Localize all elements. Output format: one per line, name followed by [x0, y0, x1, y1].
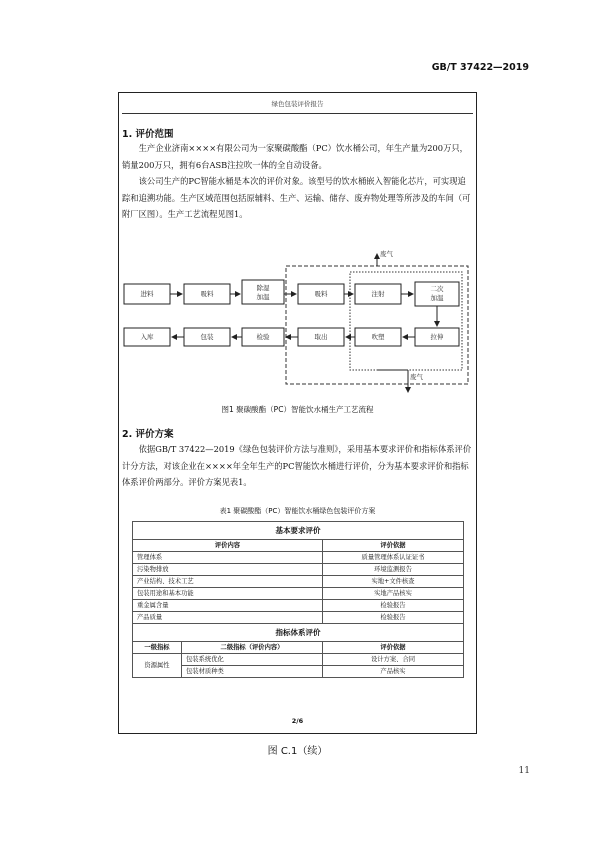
figure-1-caption: 图1 聚碳酸酯（PC）智能饮水桶生产工艺流程 [221, 405, 374, 414]
flow-label-blow: 吹塑 [371, 333, 385, 341]
table-cell: 包装材质种类 [182, 666, 323, 678]
table-cell: 包装系统优化 [182, 654, 323, 666]
report-title: 绿色包装评价报告 [271, 100, 324, 108]
section2-paragraph-1: 依据GB/T 37422—2019《绿色包装评价方法与准则》，采用基本要求评价和指标体系评价计分方法，对该企业在××××年全年生产的PC智能饮水桶进行评价，分为基本要求评价和指标体系评价两部分。评价方案见表1。 [122, 444, 472, 487]
flow-label-reheat: 二次加温 [430, 285, 444, 302]
page-number: 11 [518, 766, 530, 776]
table-cell: 检验报告 [323, 612, 464, 624]
section1-heading: 1. 评价范围 [122, 129, 174, 140]
evaluation-table [132, 521, 464, 678]
standard-number: GB/T 37422—2019 [431, 62, 529, 73]
table-1-caption: 表1 聚碳酸酯（PC）智能饮水桶绿色包装评价方案 [219, 507, 376, 515]
flow-label-stretch: 拉伸 [430, 333, 444, 341]
table-cell: 检验报告 [323, 600, 464, 612]
table-cell: 实地产品核实 [323, 588, 464, 600]
process-flow-diagram [118, 246, 477, 396]
index-header-level2: 二级指标（评价内容） [182, 642, 323, 654]
report-title-divider [122, 113, 473, 114]
index-header-basis: 评价依据 [323, 642, 464, 654]
exhaust-label-bottom: 废气 [410, 373, 423, 381]
flow-label-storage: 入库 [140, 333, 154, 341]
table-cell: 环境监测报告 [323, 564, 464, 576]
table-row [133, 612, 464, 624]
table-row [133, 600, 464, 612]
basic-header-basis: 评价依据 [323, 540, 464, 552]
table-row [133, 654, 464, 666]
table-row [133, 564, 464, 576]
flow-label-feed: 进料 [140, 290, 154, 298]
section1-paragraph-2: 该公司生产的PC智能水桶是本次的评价对象。该型号的饮水桶嵌入智能化芯片，可实现追踪和追溯功能。生产区域范围包括原辅料、生产、运输、储存、废弃物处理等所涉及的车间（可附厂区图）。生产工艺流程见图1。 [122, 176, 471, 219]
table-cell: 管理体系 [133, 552, 323, 564]
table-cell: 包装用途和基本功能 [133, 588, 323, 600]
index-system-title: 指标体系评价 [133, 624, 464, 642]
table-cell: 质量管理体系认证证书 [323, 552, 464, 564]
table-cell: 产品核实 [323, 666, 464, 678]
table-cell: 产品质量 [133, 612, 323, 624]
flow-label-inject: 注射 [371, 290, 385, 298]
table-cell: 设计方案、合同 [323, 654, 464, 666]
flow-label-dehumidify: 除湿加温 [256, 284, 270, 301]
table-cell: 污染物排放 [133, 564, 323, 576]
basic-header-content: 评价内容 [133, 540, 323, 552]
table-row [133, 576, 464, 588]
table-cell: 重金属含量 [133, 600, 323, 612]
index-group-resource: 资源属性 [133, 654, 182, 678]
basic-requirements-title: 基本要求评价 [133, 522, 464, 540]
section2-body [122, 441, 472, 491]
section1-body [122, 140, 472, 223]
report-page-indicator: 2/6 [291, 717, 304, 725]
flow-label-pack: 包装 [200, 333, 214, 341]
table-row [133, 588, 464, 600]
table-cell: 实地+文件核查 [323, 576, 464, 588]
flow-label-inspect: 检验 [256, 333, 270, 341]
table-row [133, 666, 464, 678]
figure-label: 图 C.1（续） [267, 746, 328, 757]
flow-label-suction-1: 吸料 [200, 290, 214, 298]
index-header-level1: 一级指标 [133, 642, 182, 654]
section1-paragraph-1: 生产企业济南××××有限公司为一家聚碳酸酯（PC）饮水桶公司，年生产量为200万只，销量200万只，拥有6台ASB注拉吹一体的全自动设备。 [122, 143, 468, 170]
section2-heading: 2. 评价方案 [122, 429, 174, 440]
flow-label-suction-2: 吸料 [314, 290, 328, 298]
table-cell: 产业结构、技术工艺 [133, 576, 323, 588]
flow-label-remove: 取出 [314, 333, 328, 341]
table-row [133, 552, 464, 564]
flow-top-row [124, 280, 459, 306]
exhaust-label-top: 废气 [380, 250, 393, 258]
